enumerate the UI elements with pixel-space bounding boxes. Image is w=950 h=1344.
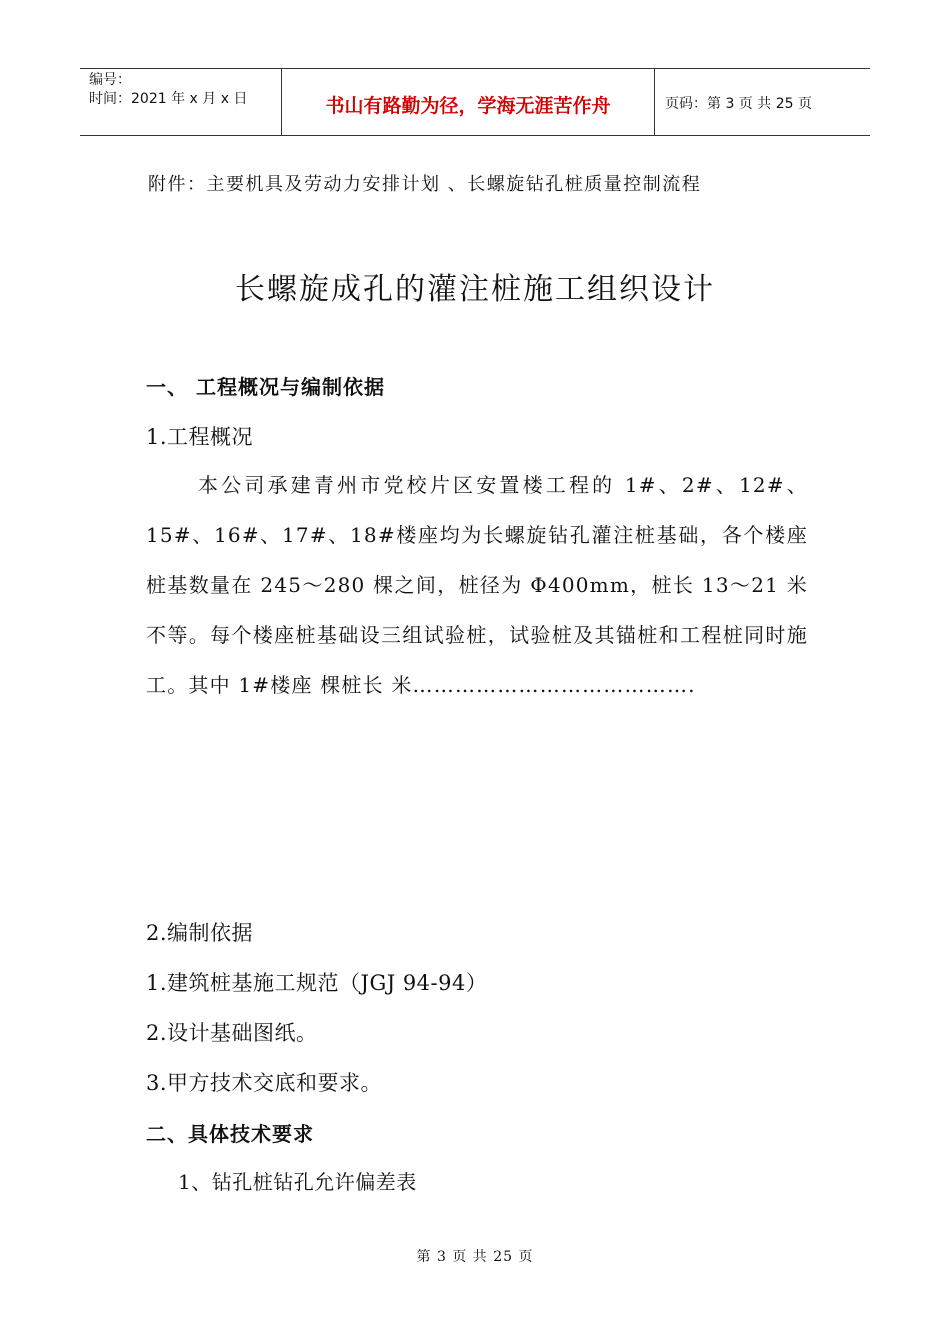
document-title: 长螺旋成孔的灌注桩施工组织设计 [235,272,715,307]
paragraph-text: 本公司承建青州市党校片区安置楼工程的 1#、2#、12#、15#、16#、17#、18#楼座均为长螺旋钻孔灌注桩基础，各个楼座桩基数量在 245～280 棵之间，桩径为 Φ400mm，桩长 13～21 米不等。每个楼座桩基础设三组试验桩，试验桩及其锚桩和工程桩同时施工。其中 1#楼座 棵桩长 米…………………………………. [146,473,808,697]
basis-item-1: 1.建筑桩基施工规范（JGJ 94-94） [146,971,488,995]
header-motto: 书山有路勤为径，学海无涯苦作舟 [282,69,655,135]
basis-item-3: 3.甲方技术交底和要求。 [146,1071,383,1095]
section2-heading: 二、具体技术要求 [146,1122,314,1146]
section1-heading: 一、 工程概况与编制依据 [146,375,385,399]
header-meta-cell [80,69,282,135]
page-footer: 第 3 页 共 25 页 [416,1249,534,1265]
basis-item-2: 2.设计基础图纸。 [146,1021,318,1045]
attachment-line: 附件：主要机具及劳动力安排计划 、长螺旋钻孔桩质量控制流程 [148,174,702,195]
header-page-info: 页码：第 3 页 共 25 页 [665,96,812,112]
page-header-table [80,68,870,136]
project-overview-paragraph [146,460,808,710]
section2-sub1-heading: 1、钻孔桩钻孔允许偏差表 [178,1170,417,1194]
section1-sub2-heading: 2.编制依据 [146,921,254,945]
header-time: 时间：2021 年 x 月 x 日 [89,91,248,107]
section1-sub1-heading: 1.工程概况 [146,425,254,449]
header-number: 编号： [89,72,131,88]
